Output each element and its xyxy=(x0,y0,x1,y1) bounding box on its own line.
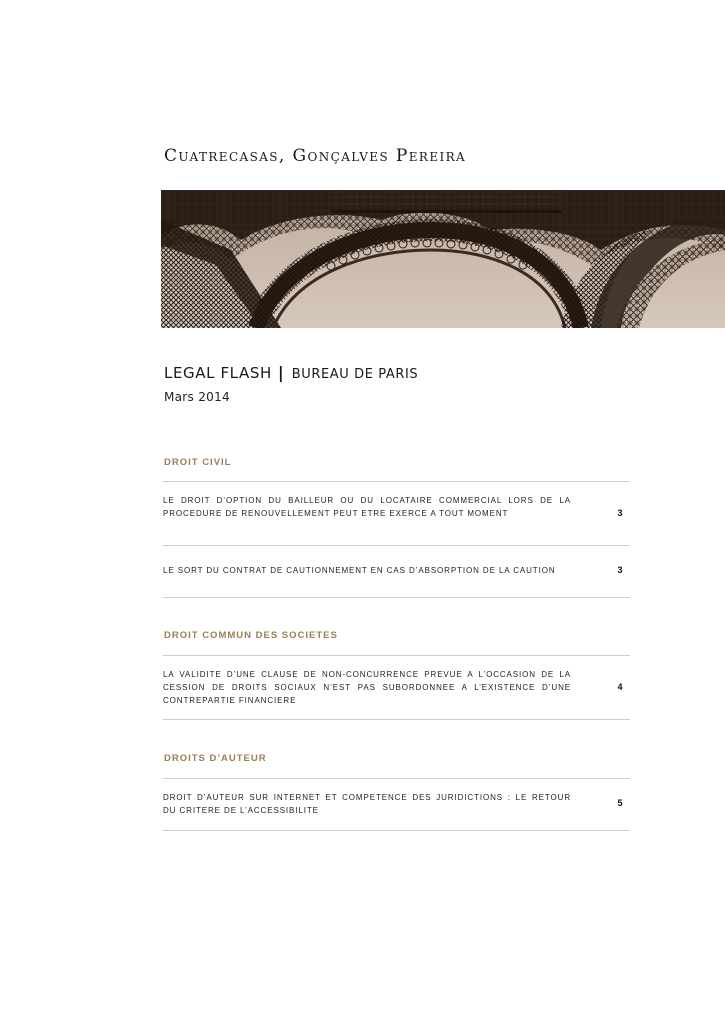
toc-entry[interactable]: DROIT D’AUTEUR SUR INTERNET ET COMPETENCE DES JURIDICTIONS : LE RETOUR DU CRITERE DE L’ACCESSIBILITE xyxy=(163,793,571,815)
title-separator: | xyxy=(277,363,284,382)
divider xyxy=(163,719,630,720)
toc-page-number: 3 xyxy=(617,565,623,575)
section-title-droit-civil: DROIT CIVIL xyxy=(164,457,232,468)
publication-date: Mars 2014 xyxy=(164,390,230,404)
toc-entry[interactable]: LA VALIDITE D’UNE CLAUSE DE NON-CONCURRENCE PREVUE A L’OCCASION DE LA CESSION DE DROITS SOCIAUX N’EST PAS SUBORDONNEE A L’EXISTENCE D’UNE CONTREPARTIE FINANCIERE xyxy=(163,670,571,705)
section-title-droit-commun-des-societes: DROIT COMMUN DES SOCIETES xyxy=(164,630,338,641)
eiffel-tower-banner-image xyxy=(161,190,725,328)
legal-flash-heading xyxy=(164,363,418,382)
divider xyxy=(163,778,630,779)
divider xyxy=(163,597,630,598)
toc-page-number: 3 xyxy=(617,508,623,518)
section-title-droits-d-auteur: DROITS D’AUTEUR xyxy=(164,753,267,764)
legal-flash-title: LEGAL FLASH xyxy=(164,364,272,382)
firm-name: Cuatrecasas, Gonçalves Pereira xyxy=(164,146,467,166)
toc-page-number: 5 xyxy=(617,798,623,808)
divider xyxy=(163,481,630,482)
toc-page-number: 4 xyxy=(617,682,623,692)
office-name: BUREAU DE PARIS xyxy=(291,367,419,382)
divider xyxy=(163,545,630,546)
toc-entry[interactable]: LE DROIT D’OPTION DU BAILLEUR OU DU LOCATAIRE COMMERCIAL LORS DE LA PROCEDURE DE RENOUVELLEMENT PEUT ETRE EXERCE A TOUT MOMENT xyxy=(163,496,571,518)
divider xyxy=(163,655,630,656)
divider xyxy=(163,830,630,831)
toc-entry[interactable]: LE SORT DU CONTRAT DE CAUTIONNEMENT EN CAS D’ABSORPTION DE LA CAUTION xyxy=(163,566,556,575)
